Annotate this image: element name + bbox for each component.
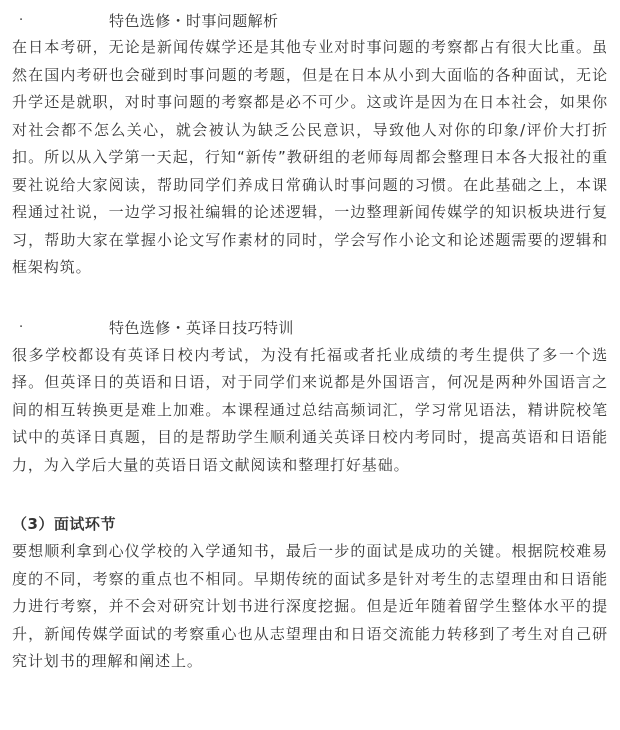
section-paragraph-current-affairs: 在日本考研，无论是新闻传媒学还是其他专业对时事问题的考察都占有很大比重。虽然在国内考研也会碰到时事问题的考题，但是在日本从小到大面临的各种面试，无论升学还是就职，对时事问题的考察都是必不可少。这或许是因为在日本社会，如果你对社会都不怎么关心，就会被认为缺乏公民意识，导致他人对你的印象/评价大打折扣。所以从入学第一天起，行知“新传”教研组的老师每周都会整理日本各大报社的重要社说给大家阅读，帮助同学们养成日常确认时事问题的习惯。在此基础之上，本课程通过社说，一边学习报社编辑的论述逻辑，一边整理新闻传媒学的知识板块进行复习，帮助大家在掌握小论文写作素材的同时，学会写作小论文和论述题需要的逻辑和框架构筑。 — [12, 38, 608, 276]
interview-paragraph: 要想顺利拿到心仪学校的入学通知书，最后一步的面试是成功的关键。根据院校难易度的不同，考察的重点也不相同。早期传统的面试多是针对考生的志望理由和日语能力进行考察，并不会对研究计划书进行深度挖掘。但是近年随着留学生整体水平的提升，新闻传媒学面试的考察重心也从志望理由和日语交流能力转移到了考生对自己研究计划书的理解和阐述上。 — [12, 542, 608, 670]
section-heading-current-affairs — [12, 6, 608, 34]
section-title: 特色选修・时事问题解析 — [109, 11, 279, 30]
section-title: 特色选修・英译日技巧特训 — [109, 319, 294, 337]
section-paragraph-translation: 很多学校都设有英译日校内考试，为没有托福或者托业成绩的考生提供了多一个选择。但英译日的英语和日语，对于同学们来说都是外国语言，何况是两种外国语言之间的相互转换更是难上加难。本课程通过总结高频词汇，学习常见语法，精讲院校笔试中的英译日真题，目的是帮助学生顺利通关英译日校内考同时，提高英语和日语能力，为入学后大量的英语日语文献阅读和整理打好基础。 — [12, 345, 608, 474]
spacer — [12, 282, 608, 314]
interview-heading: （3）面试环节 — [12, 514, 116, 533]
spacer — [12, 479, 608, 508]
bullet-icon: · — [19, 12, 24, 28]
bullet-icon: · — [19, 320, 24, 335]
section-heading-translation — [12, 314, 608, 342]
